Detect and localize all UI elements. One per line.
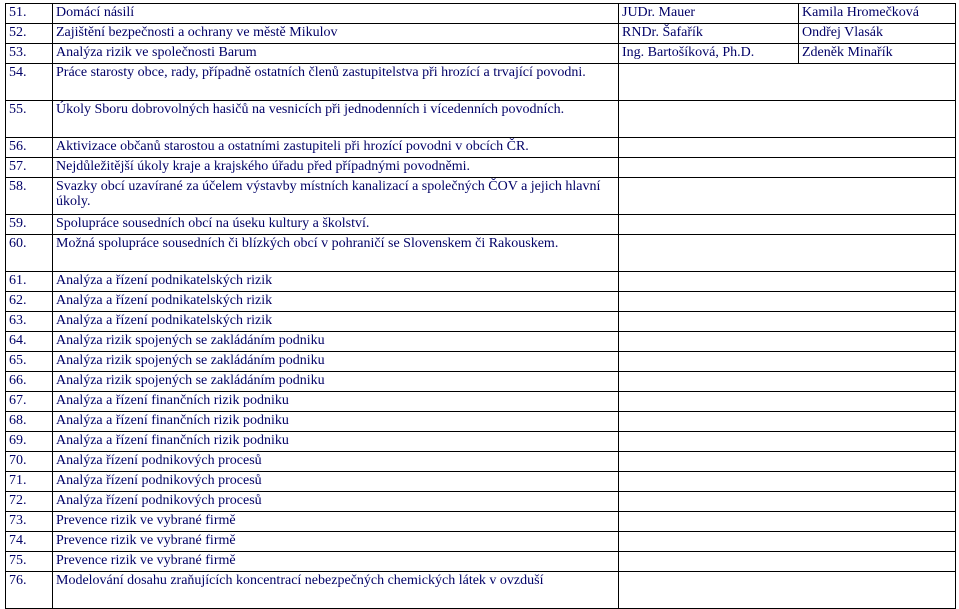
table-row	[6, 332, 956, 352]
table-row	[6, 452, 956, 472]
row-number: 58.	[6, 178, 53, 215]
topic-title: Analýza řízení podnikových procesů	[53, 472, 619, 492]
topic-title: Domácí násilí	[53, 4, 619, 24]
row-number: 64.	[6, 332, 53, 352]
table-row	[6, 178, 956, 215]
assignment-cell	[619, 332, 956, 352]
student: Kamila Hromečková	[799, 4, 956, 24]
topic-title: Analýza a řízení finančních rizik podniku	[53, 412, 619, 432]
row-number: 66.	[6, 372, 53, 392]
assignment-cell	[619, 392, 956, 412]
assignment-cell	[619, 64, 956, 101]
topic-title: Analýza a řízení podnikatelských rizik	[53, 272, 619, 292]
row-number: 73.	[6, 512, 53, 532]
topic-title: Analýza a řízení podnikatelských rizik	[53, 312, 619, 332]
row-number: 60.	[6, 235, 53, 272]
student: Ondřej Vlasák	[799, 24, 956, 44]
row-number: 65.	[6, 352, 53, 372]
topic-title: Aktivizace občanů starostou a ostatními zastupiteli při hrozící povodni v obcích ČR.	[53, 138, 619, 158]
row-number: 75.	[6, 552, 53, 572]
topic-title: Úkoly Sboru dobrovolných hasičů na vesnicích při jednodenních i vícedenních povodních.	[53, 101, 619, 138]
assignment-cell	[619, 235, 956, 272]
assignment-cell	[619, 472, 956, 492]
table-row	[6, 101, 956, 138]
row-number: 68.	[6, 412, 53, 432]
row-number: 71.	[6, 472, 53, 492]
table-row	[6, 532, 956, 552]
row-number: 59.	[6, 215, 53, 235]
topic-title: Analýza a řízení podnikatelských rizik	[53, 292, 619, 312]
table-row	[6, 392, 956, 412]
assignment-cell	[619, 178, 956, 215]
assignment-cell	[619, 552, 956, 572]
topic-title: Svazky obcí uzavírané za účelem výstavby místních kanalizací a společných ČOV a jejich hlavní úkoly.	[53, 178, 619, 215]
table-row	[6, 44, 956, 64]
table-row	[6, 235, 956, 272]
assignment-cell	[619, 532, 956, 552]
table-row	[6, 572, 956, 609]
table-row	[6, 412, 956, 432]
row-number: 76.	[6, 572, 53, 609]
topic-title: Spolupráce sousedních obcí na úseku kultury a školství.	[53, 215, 619, 235]
assignment-cell	[619, 572, 956, 609]
assignment-cell	[619, 432, 956, 452]
table-row	[6, 64, 956, 101]
assignment-cell	[619, 272, 956, 292]
thesis-topics-table	[5, 3, 956, 609]
row-number: 54.	[6, 64, 53, 101]
topic-title: Prevence rizik ve vybrané firmě	[53, 532, 619, 552]
table-row	[6, 472, 956, 492]
student: Zdeněk Minařík	[799, 44, 956, 64]
row-number: 74.	[6, 532, 53, 552]
supervisor: Ing. Bartošíková, Ph.D.	[619, 44, 799, 64]
topic-title: Zajištění bezpečnosti a ochrany ve městě Mikulov	[53, 24, 619, 44]
topic-title: Analýza řízení podnikových procesů	[53, 492, 619, 512]
row-number: 72.	[6, 492, 53, 512]
topic-title: Analýza a řízení finančních rizik podniku	[53, 432, 619, 452]
topic-title: Prevence rizik ve vybrané firmě	[53, 512, 619, 532]
row-number: 70.	[6, 452, 53, 472]
table-row	[6, 4, 956, 24]
row-number: 51.	[6, 4, 53, 24]
topic-title: Analýza rizik spojených se zakládáním podniku	[53, 332, 619, 352]
assignment-cell	[619, 101, 956, 138]
topic-title: Prevence rizik ve vybrané firmě	[53, 552, 619, 572]
topic-title: Analýza rizik spojených se zakládáním podniku	[53, 372, 619, 392]
table-row	[6, 215, 956, 235]
table-body	[6, 4, 956, 609]
supervisor: RNDr. Šafařík	[619, 24, 799, 44]
topic-title: Modelování dosahu zraňujících koncentrací nebezpečných chemických látek v ovzduší	[53, 572, 619, 609]
topic-title: Možná spolupráce sousedních či blízkých obcí v pohraničí se Slovenskem či Rakouskem.	[53, 235, 619, 272]
row-number: 56.	[6, 138, 53, 158]
topic-title: Analýza rizik ve společnosti Barum	[53, 44, 619, 64]
table-row	[6, 432, 956, 452]
row-number: 67.	[6, 392, 53, 412]
row-number: 53.	[6, 44, 53, 64]
table-row	[6, 24, 956, 44]
row-number: 62.	[6, 292, 53, 312]
supervisor: JUDr. Mauer	[619, 4, 799, 24]
table-row	[6, 352, 956, 372]
row-number: 63.	[6, 312, 53, 332]
topic-title: Práce starosty obce, rady, případně ostatních členů zastupitelstva při hrozící a trvající povodni.	[53, 64, 619, 101]
table-row	[6, 372, 956, 392]
table-row	[6, 492, 956, 512]
topic-title: Analýza rizik spojených se zakládáním podniku	[53, 352, 619, 372]
row-number: 61.	[6, 272, 53, 292]
row-number: 55.	[6, 101, 53, 138]
assignment-cell	[619, 512, 956, 532]
assignment-cell	[619, 372, 956, 392]
assignment-cell	[619, 292, 956, 312]
assignment-cell	[619, 215, 956, 235]
topic-title: Analýza řízení podnikových procesů	[53, 452, 619, 472]
topic-title: Analýza a řízení finančních rizik podniku	[53, 392, 619, 412]
row-number: 57.	[6, 158, 53, 178]
table-row	[6, 158, 956, 178]
row-number: 52.	[6, 24, 53, 44]
table-row	[6, 312, 956, 332]
table-row	[6, 272, 956, 292]
assignment-cell	[619, 492, 956, 512]
row-number: 69.	[6, 432, 53, 452]
assignment-cell	[619, 312, 956, 332]
assignment-cell	[619, 352, 956, 372]
table-row	[6, 512, 956, 532]
topic-title: Nejdůležitější úkoly kraje a krajského úřadu před případnými povodněmi.	[53, 158, 619, 178]
assignment-cell	[619, 158, 956, 178]
table-row	[6, 138, 956, 158]
assignment-cell	[619, 138, 956, 158]
assignment-cell	[619, 452, 956, 472]
table-row	[6, 552, 956, 572]
assignment-cell	[619, 412, 956, 432]
table-row	[6, 292, 956, 312]
